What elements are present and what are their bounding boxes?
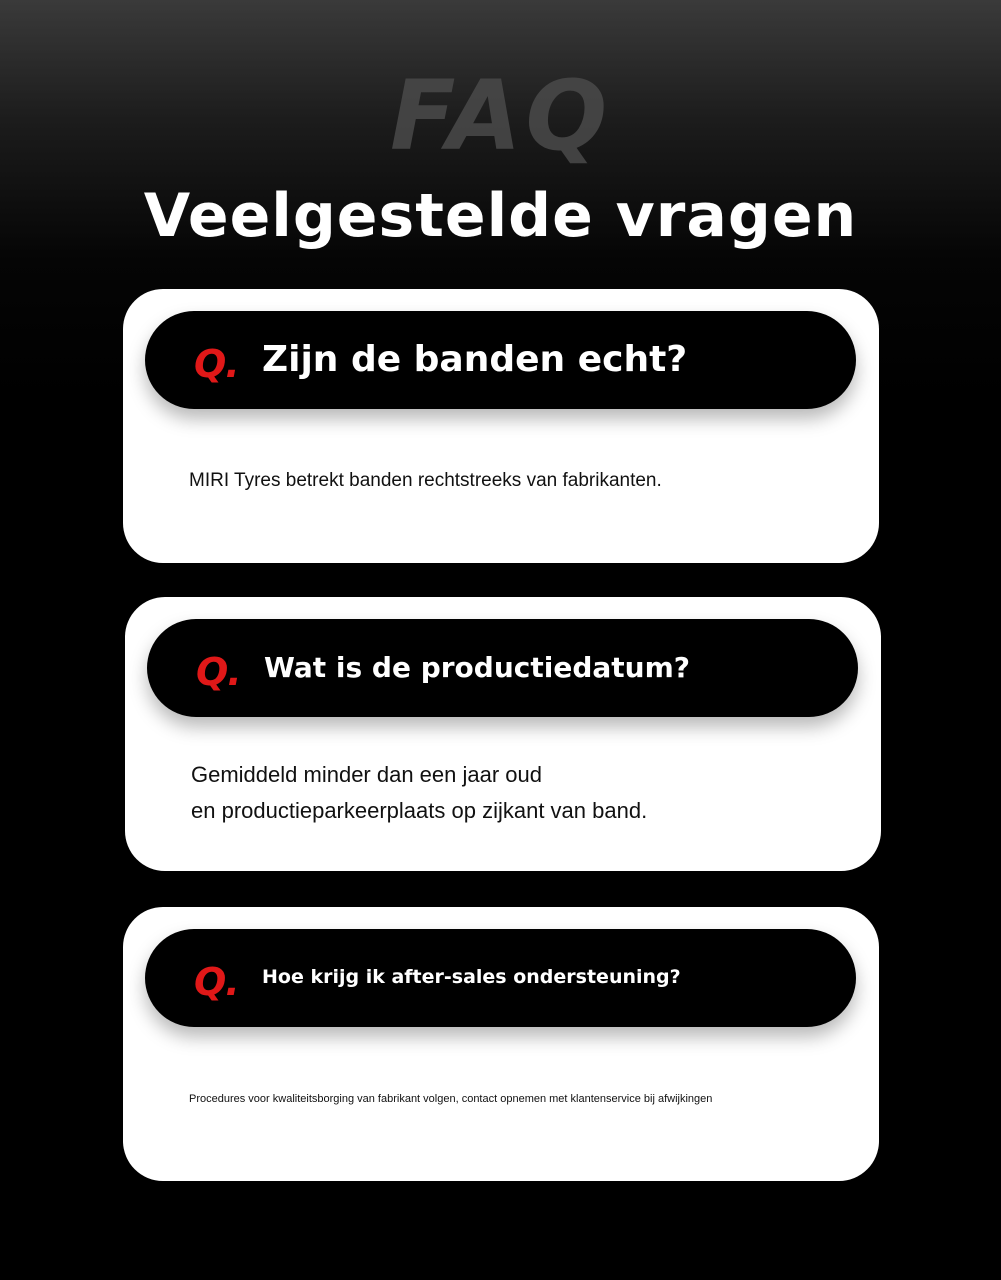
answer-text-1 xyxy=(189,469,662,493)
q-mark-icon: Q. xyxy=(194,342,239,386)
page-title: Veelgestelde vragen xyxy=(143,181,858,251)
answer-line: MIRI Tyres betrekt banden rechtstreeks van fabrikanten. xyxy=(189,470,662,491)
q-mark-icon: Q. xyxy=(196,650,241,694)
answer-line: Gemiddeld minder dan een jaar oud xyxy=(191,762,543,787)
question-pill-3[interactable] xyxy=(145,929,856,1027)
answer-line: Procedures voor kwaliteitsborging van fabrikant volgen, contact opnemen met klantenservice bij afwijkingen xyxy=(189,1093,713,1105)
question-pill-1[interactable] xyxy=(145,311,856,409)
answer-line: en productieparkeerplaats op zijkant van band. xyxy=(191,798,648,823)
question-pill-2[interactable] xyxy=(147,619,858,717)
question-text-3: Hoe krijg ik after-sales ondersteuning? xyxy=(262,966,681,988)
answer-text-2 xyxy=(191,757,647,829)
faq-card-2 xyxy=(125,597,881,871)
question-text-1: Zijn de banden echt? xyxy=(262,339,688,380)
faq-watermark: FAQ xyxy=(389,60,612,172)
question-text-2: Wat is de productiedatum? xyxy=(264,651,691,684)
q-mark-icon: Q. xyxy=(194,960,239,1004)
answer-text-3 xyxy=(189,1092,712,1106)
faq-card-1 xyxy=(123,289,879,563)
faq-card-3 xyxy=(123,907,879,1181)
